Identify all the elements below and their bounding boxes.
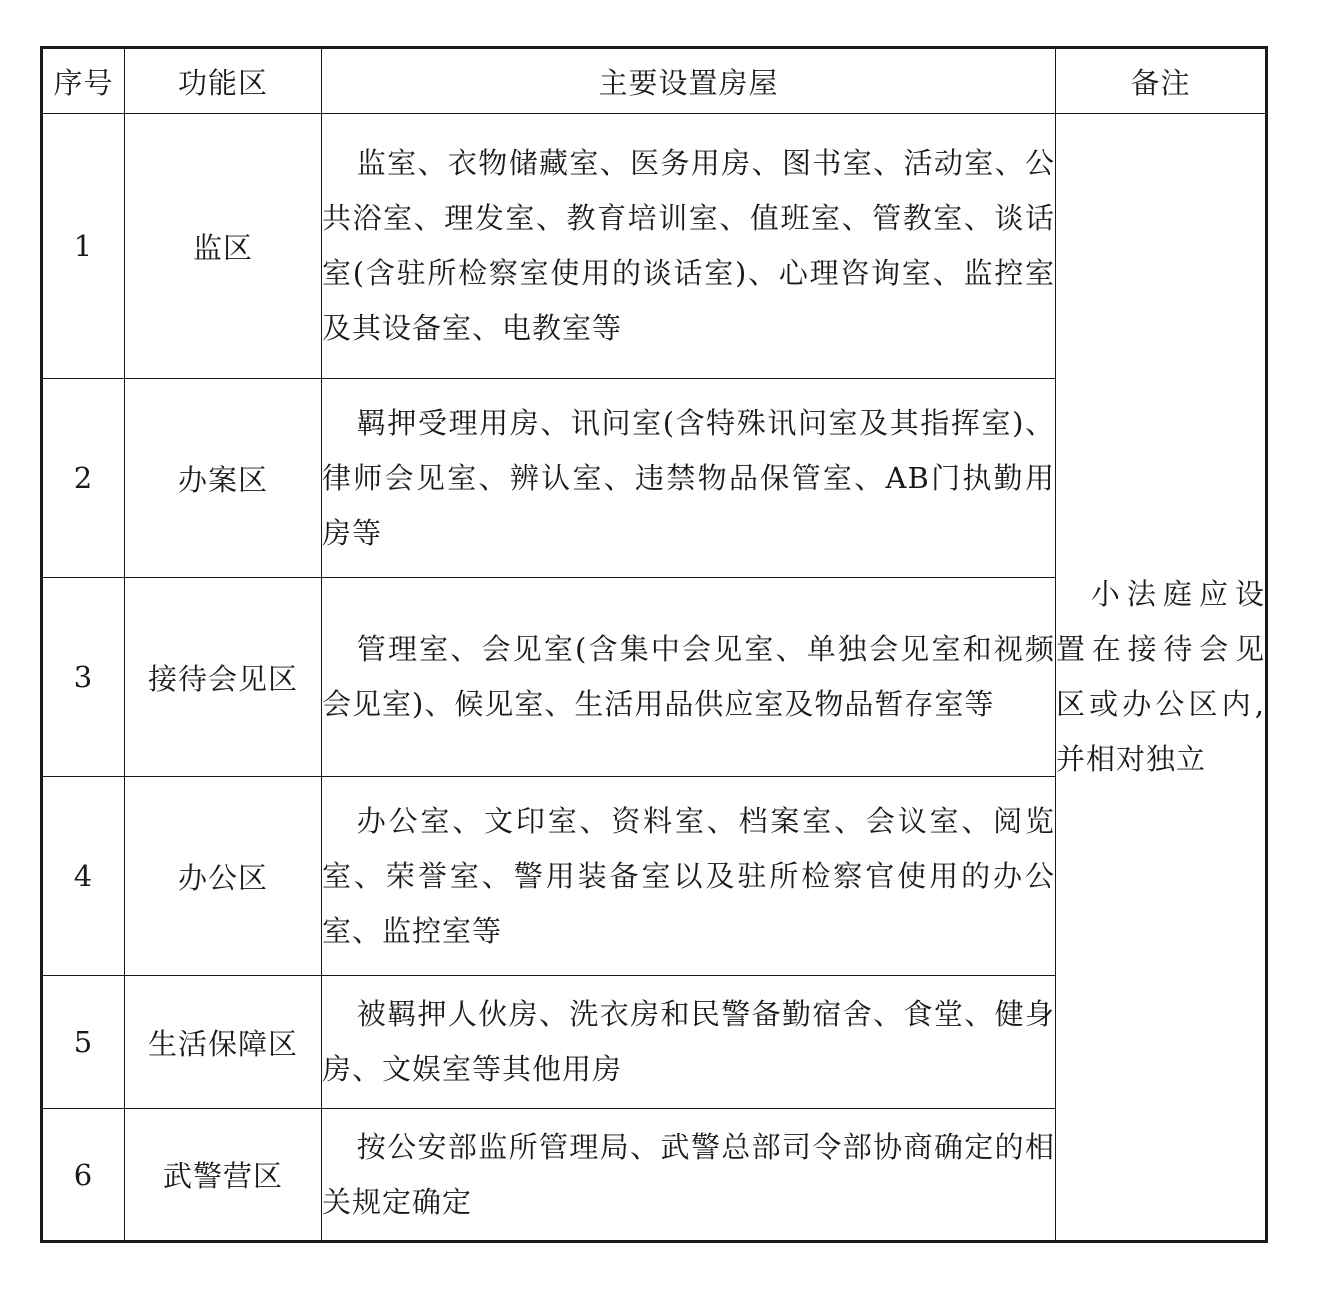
row-number: 2 <box>42 379 125 578</box>
rooms-text: 按公安部监所管理局、武警总部司令部协商确定的相关规定确定 <box>322 1129 1055 1219</box>
rooms-cell <box>322 777 1056 976</box>
rooms-cell <box>322 578 1056 777</box>
header-rooms: 主要设置房屋 <box>322 48 1056 114</box>
rooms-cell <box>322 114 1056 379</box>
rooms-cell <box>322 976 1056 1109</box>
header-zone: 功能区 <box>125 48 322 114</box>
note-cell <box>1056 114 1267 1242</box>
rooms-text: 监室、衣物储藏室、医务用房、图书室、活动室、公共浴室、理发室、教育培训室、值班室、管教室、谈话室(含驻所检察室使用的谈话室)、心理咨询室、监控室及其设备室、电教室等 <box>322 146 1055 345</box>
table-row <box>42 114 1267 379</box>
header-note: 备注 <box>1056 48 1267 114</box>
note-text: 小法庭应设置在接待会见区或办公区内,并相对独立 <box>1056 577 1265 776</box>
rooms-text: 管理室、会见室(含集中会见室、单独会见室和视频会见室)、候见室、生活用品供应室及物品暂存室等 <box>322 632 1055 721</box>
header-no: 序号 <box>42 48 125 114</box>
zone-name: 接待会见区 <box>125 578 322 777</box>
rooms-text: 办公室、文印室、资料室、档案室、会议室、阅览室、荣誉室、警用装备室以及驻所检察官使用的办公室、监控室等 <box>322 803 1055 948</box>
rooms-cell <box>322 379 1056 578</box>
functional-zones-table <box>40 46 1268 1243</box>
zone-name: 办案区 <box>125 379 322 578</box>
row-number: 3 <box>42 578 125 777</box>
rooms-cell <box>322 1109 1056 1242</box>
zone-name: 监区 <box>125 114 322 379</box>
rooms-text: 羁押受理用房、讯问室(含特殊讯问室及其指挥室)、律师会见室、辨认室、违禁物品保管室、AB门执勤用房等 <box>322 405 1055 550</box>
row-number: 4 <box>42 777 125 976</box>
table-header-row <box>42 48 1267 114</box>
row-number: 1 <box>42 114 125 379</box>
zone-name: 办公区 <box>125 777 322 976</box>
zone-name: 武警营区 <box>125 1109 322 1242</box>
rooms-text: 被羁押人伙房、洗衣房和民警备勤宿舍、食堂、健身房、文娱室等其他用房 <box>322 997 1055 1086</box>
row-number: 6 <box>42 1109 125 1242</box>
row-number: 5 <box>42 976 125 1109</box>
zone-name: 生活保障区 <box>125 976 322 1109</box>
